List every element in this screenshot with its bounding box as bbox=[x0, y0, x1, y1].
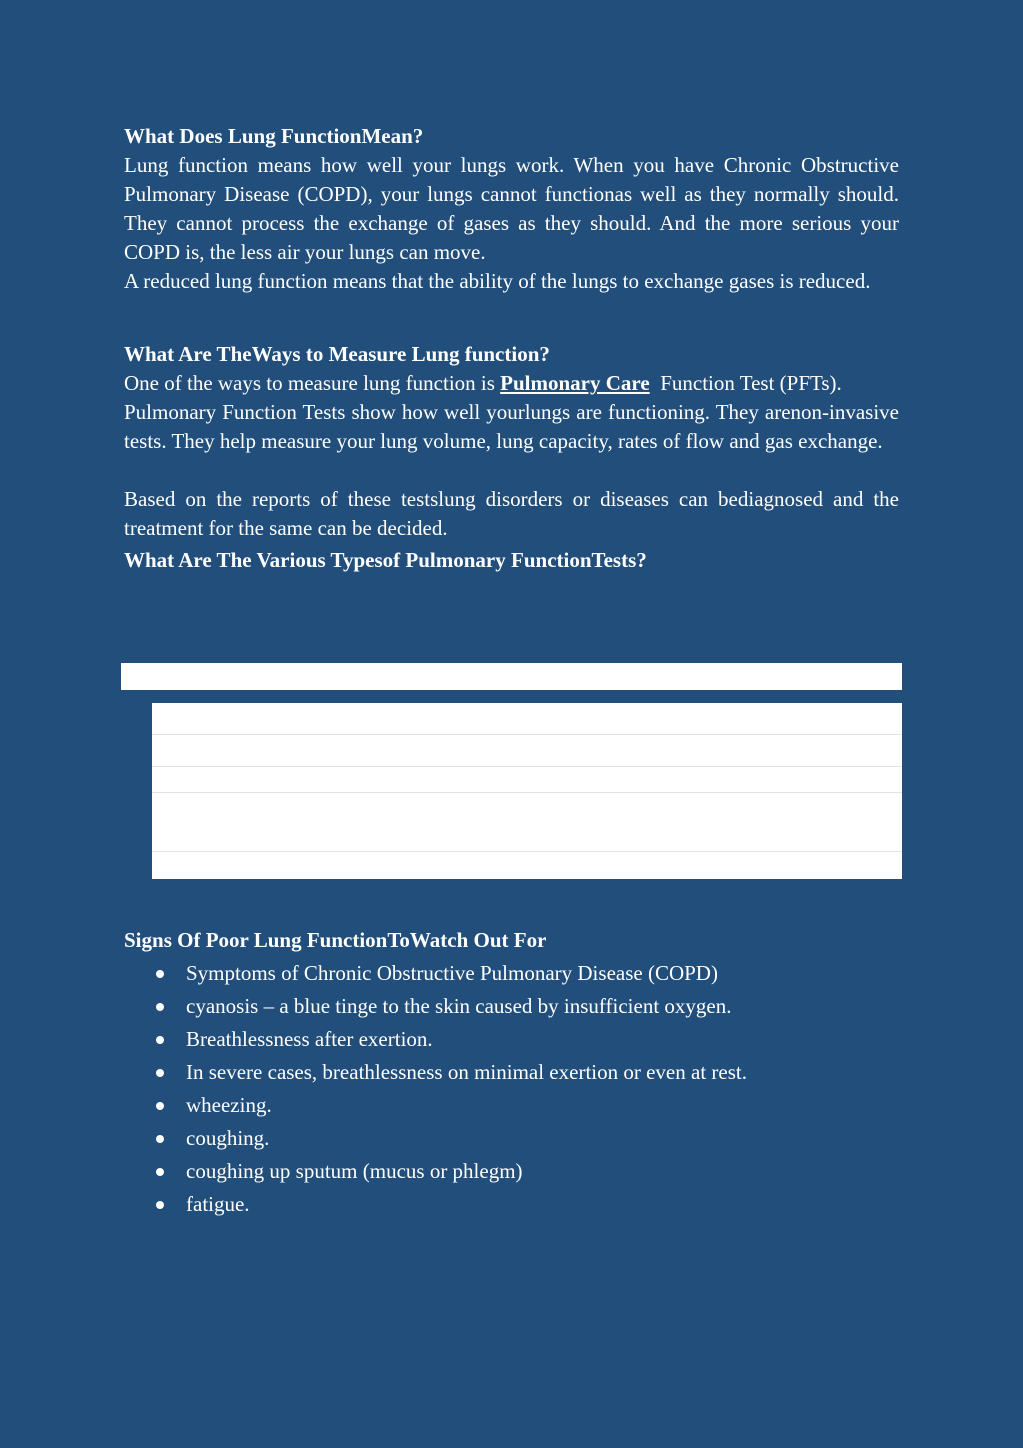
pft-intro-text: One of the ways to measure lung function is bbox=[124, 371, 501, 395]
list-item bbox=[124, 1155, 899, 1188]
pulmonary-care-link[interactable]: Pulmonary Care bbox=[500, 371, 650, 395]
list-item bbox=[124, 1122, 899, 1155]
bullet-icon bbox=[156, 970, 164, 978]
paragraph-pft-intro bbox=[124, 369, 899, 398]
list-item-text: Symptoms of Chronic Obstructive Pulmonary Disease (COPD) bbox=[186, 961, 718, 985]
table-row bbox=[152, 735, 902, 767]
list-item bbox=[124, 957, 899, 990]
bullet-icon bbox=[156, 1135, 164, 1143]
list-item-text: coughing. bbox=[186, 1126, 270, 1150]
table-row bbox=[152, 852, 902, 879]
list-item-text: fatigue. bbox=[186, 1192, 250, 1216]
bullet-icon bbox=[156, 1069, 164, 1077]
symptoms-list bbox=[124, 957, 899, 1221]
bullet-icon bbox=[156, 1201, 164, 1209]
pft-intro-text-end: Function Test (PFTs). bbox=[649, 371, 842, 395]
list-item-text: Breathlessness after exertion. bbox=[186, 1027, 433, 1051]
bullet-icon bbox=[156, 1168, 164, 1176]
list-item-text: cyanosis – a blue tinge to the skin caused by insufficient oxygen. bbox=[186, 994, 732, 1018]
paragraph-pft-reports: Based on the reports of these testslung disorders or diseases can bediagnosed and the treatment for the same can be decided. bbox=[124, 487, 899, 540]
list-item-text: wheezing. bbox=[186, 1093, 272, 1117]
document-body bbox=[124, 121, 899, 575]
paragraph-reduced-lung-function: A reduced lung function means that the ability of the lungs to exchange gases is reduced. bbox=[124, 269, 871, 293]
bullet-icon bbox=[156, 1102, 164, 1110]
signs-section bbox=[124, 925, 899, 1221]
list-item-text: coughing up sputum (mucus or phlegm) bbox=[186, 1159, 523, 1183]
bullet-icon bbox=[156, 1003, 164, 1011]
list-item bbox=[124, 990, 899, 1023]
pft-table-header bbox=[121, 663, 902, 690]
bullet-icon bbox=[156, 1036, 164, 1044]
list-item-text: In severe cases, breathlessness on minimal exertion or even at rest. bbox=[186, 1060, 747, 1084]
paragraph-spacer bbox=[124, 456, 899, 485]
paragraph-pft-description: Pulmonary Function Tests show how well yourlungs are functioning. They arenon-invasive tests. They help measure your lung volume, lung capacity, rates of flow and gas exchange. bbox=[124, 400, 899, 453]
table-row bbox=[152, 767, 902, 793]
list-item bbox=[124, 1023, 899, 1056]
heading-ways-to-measure: What Are TheWays to Measure Lung function? bbox=[124, 342, 550, 366]
paragraph-lung-function-definition: Lung function means how well your lungs work. When you have Chronic Obstructive Pulmonary Disease (COPD), your lungs cannot functionas well as they normally should. They cannot process the exchange of gases as they should. And the more serious your COPD is, the less air your lungs can move. bbox=[124, 153, 899, 264]
heading-types-of-pft: What Are The Various Typesof Pulmonary FunctionTests? bbox=[124, 548, 647, 572]
section-spacer bbox=[124, 296, 899, 339]
heading-lung-function-meaning: What Does Lung FunctionMean? bbox=[124, 124, 424, 148]
table-row bbox=[152, 703, 902, 735]
table-row bbox=[152, 793, 902, 852]
pft-table bbox=[152, 703, 902, 879]
list-item bbox=[124, 1188, 899, 1221]
list-item bbox=[124, 1089, 899, 1122]
list-item bbox=[124, 1056, 899, 1089]
heading-signs-of-poor-lung-function: Signs Of Poor Lung FunctionToWatch Out For bbox=[124, 928, 547, 952]
